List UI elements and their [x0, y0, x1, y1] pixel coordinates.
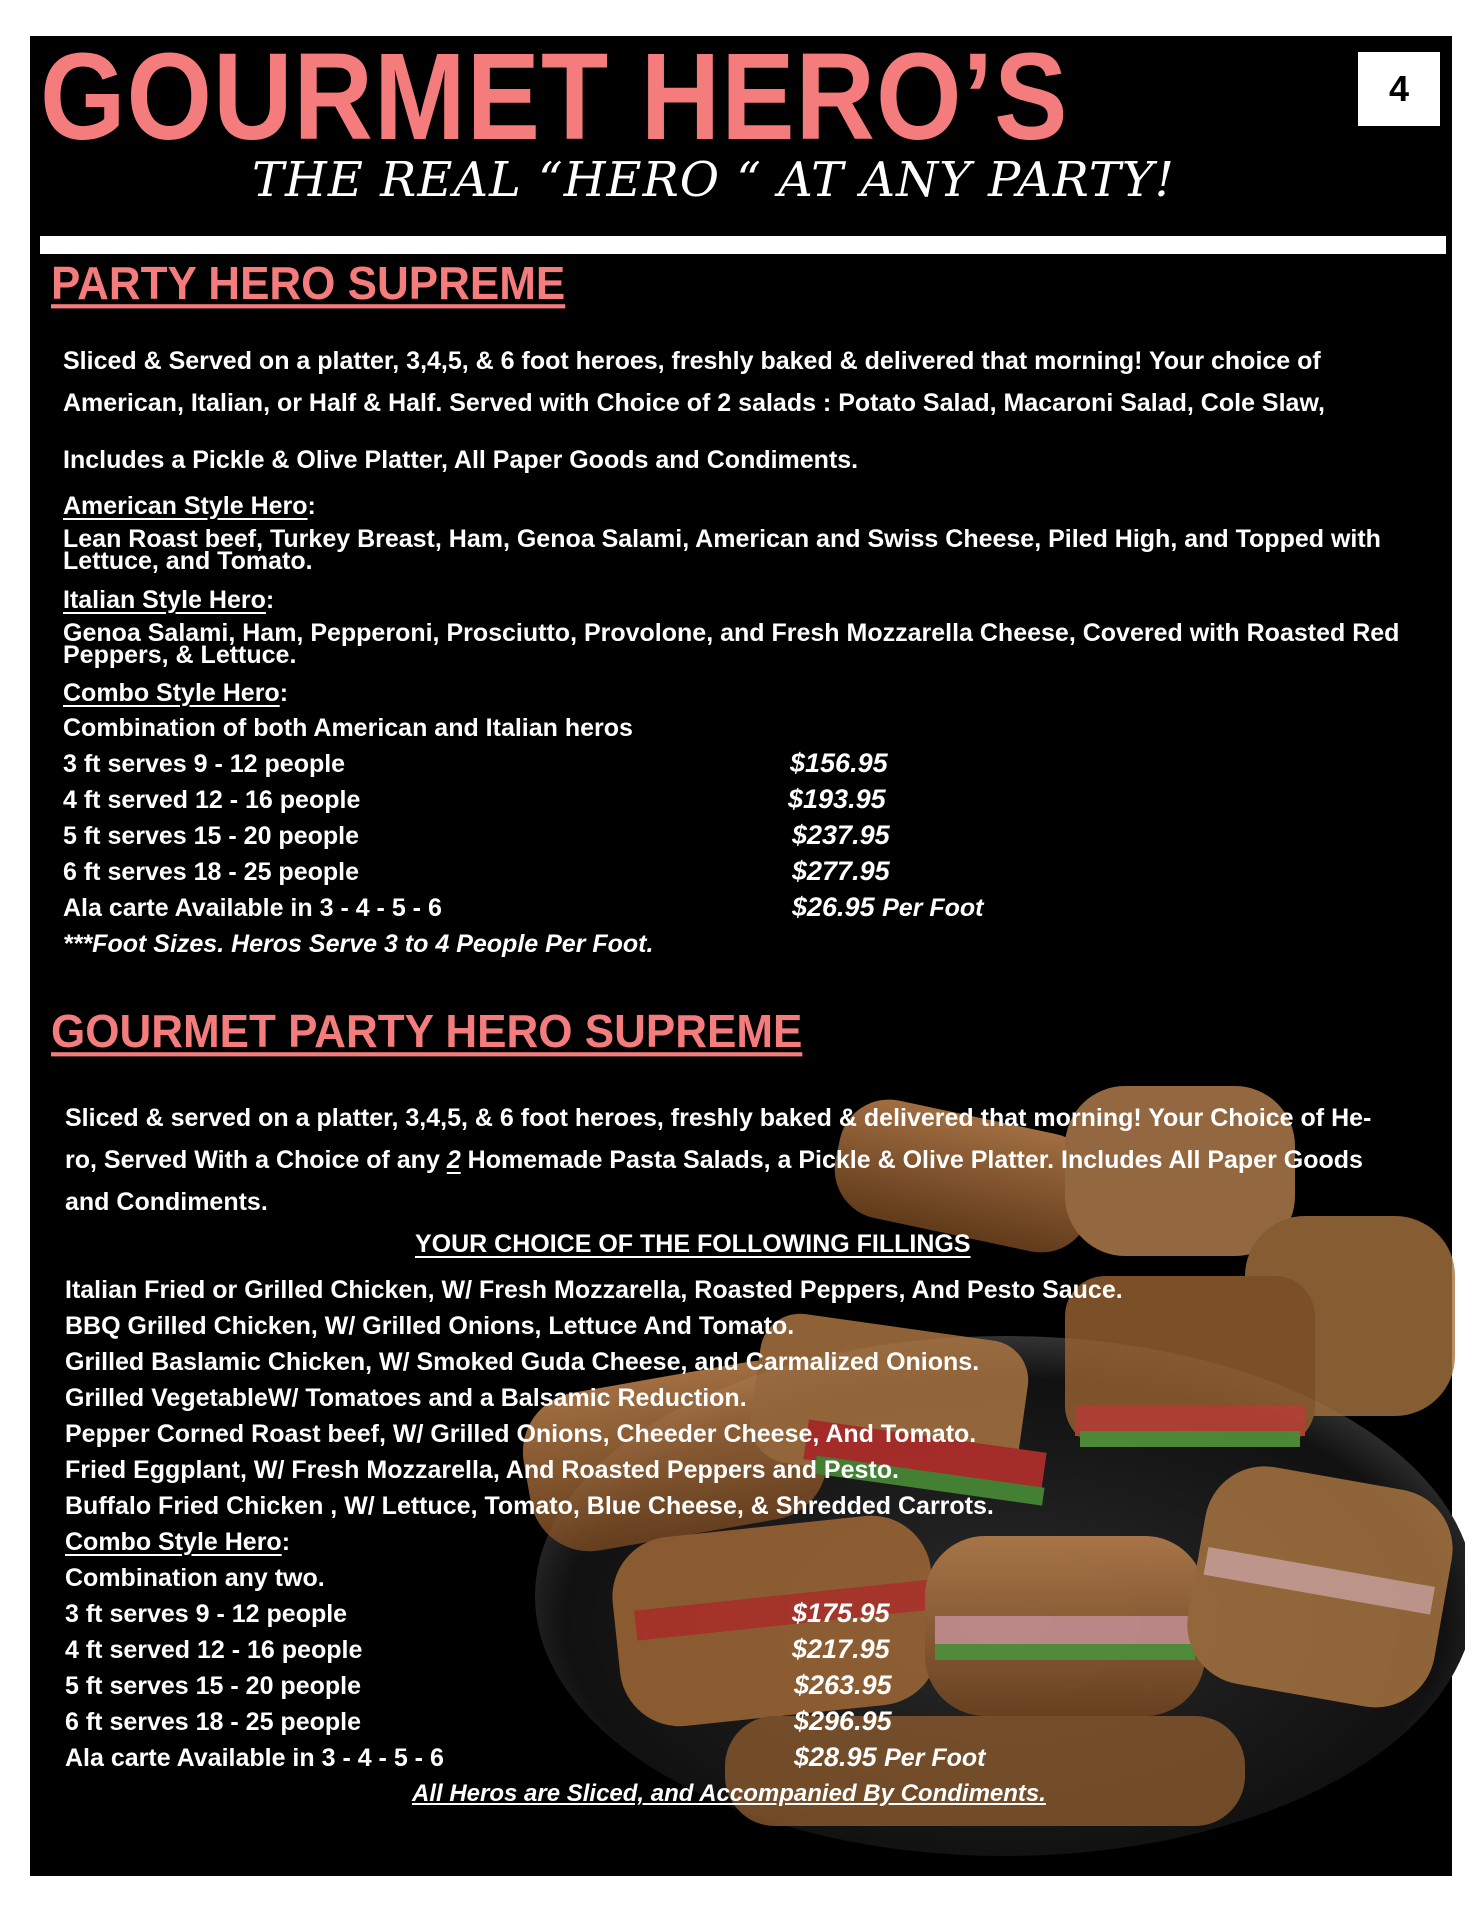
price-row-size: Ala carte Available in 3 - 4 - 5 - 6 [65, 1744, 444, 1772]
price-row-price: $296.95 [794, 1706, 892, 1736]
filling-item: BBQ Grilled Chicken, W/ Grilled Onions, Lettuce And Tomato. [65, 1312, 795, 1340]
intro-emphasis: 2 [446, 1146, 461, 1174]
section-title-party-hero-supreme: PARTY HERO SUPREME [51, 258, 566, 310]
filling-item: Italian Fried or Grilled Chicken, W/ Fresh Mozzarella, Roasted Peppers, And Pesto Sauce. [65, 1276, 1123, 1304]
filling-item: Fried Eggplant, W/ Fresh Mozzarella, And Roasted Peppers and Pesto. [65, 1456, 899, 1484]
price-unit: Per Foot [882, 894, 984, 922]
price-row-size: Ala carte Available in 3 - 4 - 5 - 6 [63, 894, 442, 922]
italian-style-description: Genoa Salami, Ham, Pepperoni, Prosciutto, Provolone, and Fresh Mozzarella Cheese, Covered with Roasted Red Peppers, & Lettuce. [63, 619, 1400, 669]
intro-text: Homemade Pasta Salads, a Pickle & Olive Platter. Includes All Paper Goods [460, 1146, 1363, 1174]
page-title: GOURMET HERO’S [40, 28, 1069, 166]
combo-style-label: Combo Style Hero [65, 1528, 282, 1556]
filling-item: Pepper Corned Roast beef, W/ Grilled Onions, Cheeder Cheese, And Tomato. [65, 1420, 977, 1448]
filling-item: Grilled Baslamic Chicken, W/ Smoked Guda Cheese, and Carmalized Onions. [65, 1348, 980, 1376]
section2-intro-line3: and Condiments. [65, 1188, 268, 1216]
section-title-gourmet-party-hero-supreme: GOURMET PARTY HERO SUPREME [51, 1006, 803, 1058]
price-row-price: $237.95 [792, 820, 890, 850]
price-row-price: $193.95 [788, 784, 886, 814]
price-row-size: 3 ft serves 9 - 12 people [65, 1600, 348, 1628]
italian-style-heading: Italian Style Hero: [63, 586, 275, 614]
section1-intro-line1: Sliced & Served on a platter, 3,4,5, & 6 foot heroes, freshly baked & delivered that morning! Your choice of [63, 347, 1321, 375]
section1-intro-line3: Includes a Pickle & Olive Platter, All Paper Goods and Condiments. [63, 446, 859, 474]
price-row-price: $263.95 [794, 1670, 892, 1700]
american-style-heading: American Style Hero: [63, 492, 316, 520]
section1-intro-line2: American, Italian, or Half & Half. Served with Choice of 2 salads : Potato Salad, Macaroni Salad, Cole Slaw, [63, 389, 1325, 417]
price-row-price [794, 1742, 986, 1773]
price-row-price [792, 892, 984, 923]
tagline: THE REAL “HERO “ AT ANY PARTY! [252, 152, 1175, 208]
section2-intro-line2 [65, 1146, 1363, 1175]
american-style-description: Lean Roast beef, Turkey Breast, Ham, Genoa Salami, American and Swiss Cheese, Piled High, and Topped with Lettuce, and Tomato. [63, 525, 1381, 575]
american-style-label: American Style Hero [63, 492, 308, 520]
combo-style-heading-2: Combo Style Hero: [65, 1528, 291, 1556]
price-row-price: $175.95 [792, 1598, 890, 1628]
price-row-size: 4 ft served 12 - 16 people [63, 786, 361, 814]
divider-bar [40, 236, 1446, 254]
intro-text: ro, Served With a Choice of any [65, 1146, 447, 1174]
price-value: $26.95 [792, 892, 875, 922]
price-value: $28.95 [794, 1742, 877, 1772]
page-number-badge: 4 [1358, 52, 1440, 126]
filling-item: Grilled VegetableW/ Tomatoes and a Balsamic Reduction. [65, 1384, 747, 1412]
filling-item: Buffalo Fried Chicken , W/ Lettuce, Tomato, Blue Cheese, & Shredded Carrots. [65, 1492, 994, 1520]
combo-style-heading: Combo Style Hero: [63, 679, 289, 707]
price-row-price: $217.95 [792, 1634, 890, 1664]
price-row-size: 6 ft serves 18 - 25 people [63, 858, 359, 886]
condiments-footer-note: All Heros are Sliced, and Accompanied By Condiments. [412, 1780, 1046, 1807]
price-row-size: 5 ft serves 15 - 20 people [65, 1672, 361, 1700]
combo-style-label: Combo Style Hero [63, 679, 280, 707]
menu-panel [30, 28, 1452, 1876]
section2-intro-line1: Sliced & served on a platter, 3,4,5, & 6 foot heroes, freshly baked & delivered that morning! Your Choice of He- [65, 1104, 1372, 1132]
price-row-price: $277.95 [792, 856, 890, 886]
price-row-size: 3 ft serves 9 - 12 people [63, 750, 346, 778]
price-row-size: 5 ft serves 15 - 20 people [63, 822, 359, 850]
foot-size-note: ***Foot Sizes. Heros Serve 3 to 4 People Per Foot. [63, 930, 654, 958]
price-row-size: 6 ft serves 18 - 25 people [65, 1708, 361, 1736]
price-row-size: 4 ft served 12 - 16 people [65, 1636, 363, 1664]
fillings-heading: YOUR CHOICE OF THE FOLLOWING FILLINGS [415, 1230, 971, 1258]
price-row-price: $156.95 [790, 748, 888, 778]
combo-style-description-2: Combination any two. [65, 1564, 325, 1592]
combo-style-description: Combination of both American and Italian heros [63, 714, 633, 742]
price-unit: Per Foot [884, 1744, 986, 1772]
italian-style-label: Italian Style Hero [63, 586, 266, 614]
